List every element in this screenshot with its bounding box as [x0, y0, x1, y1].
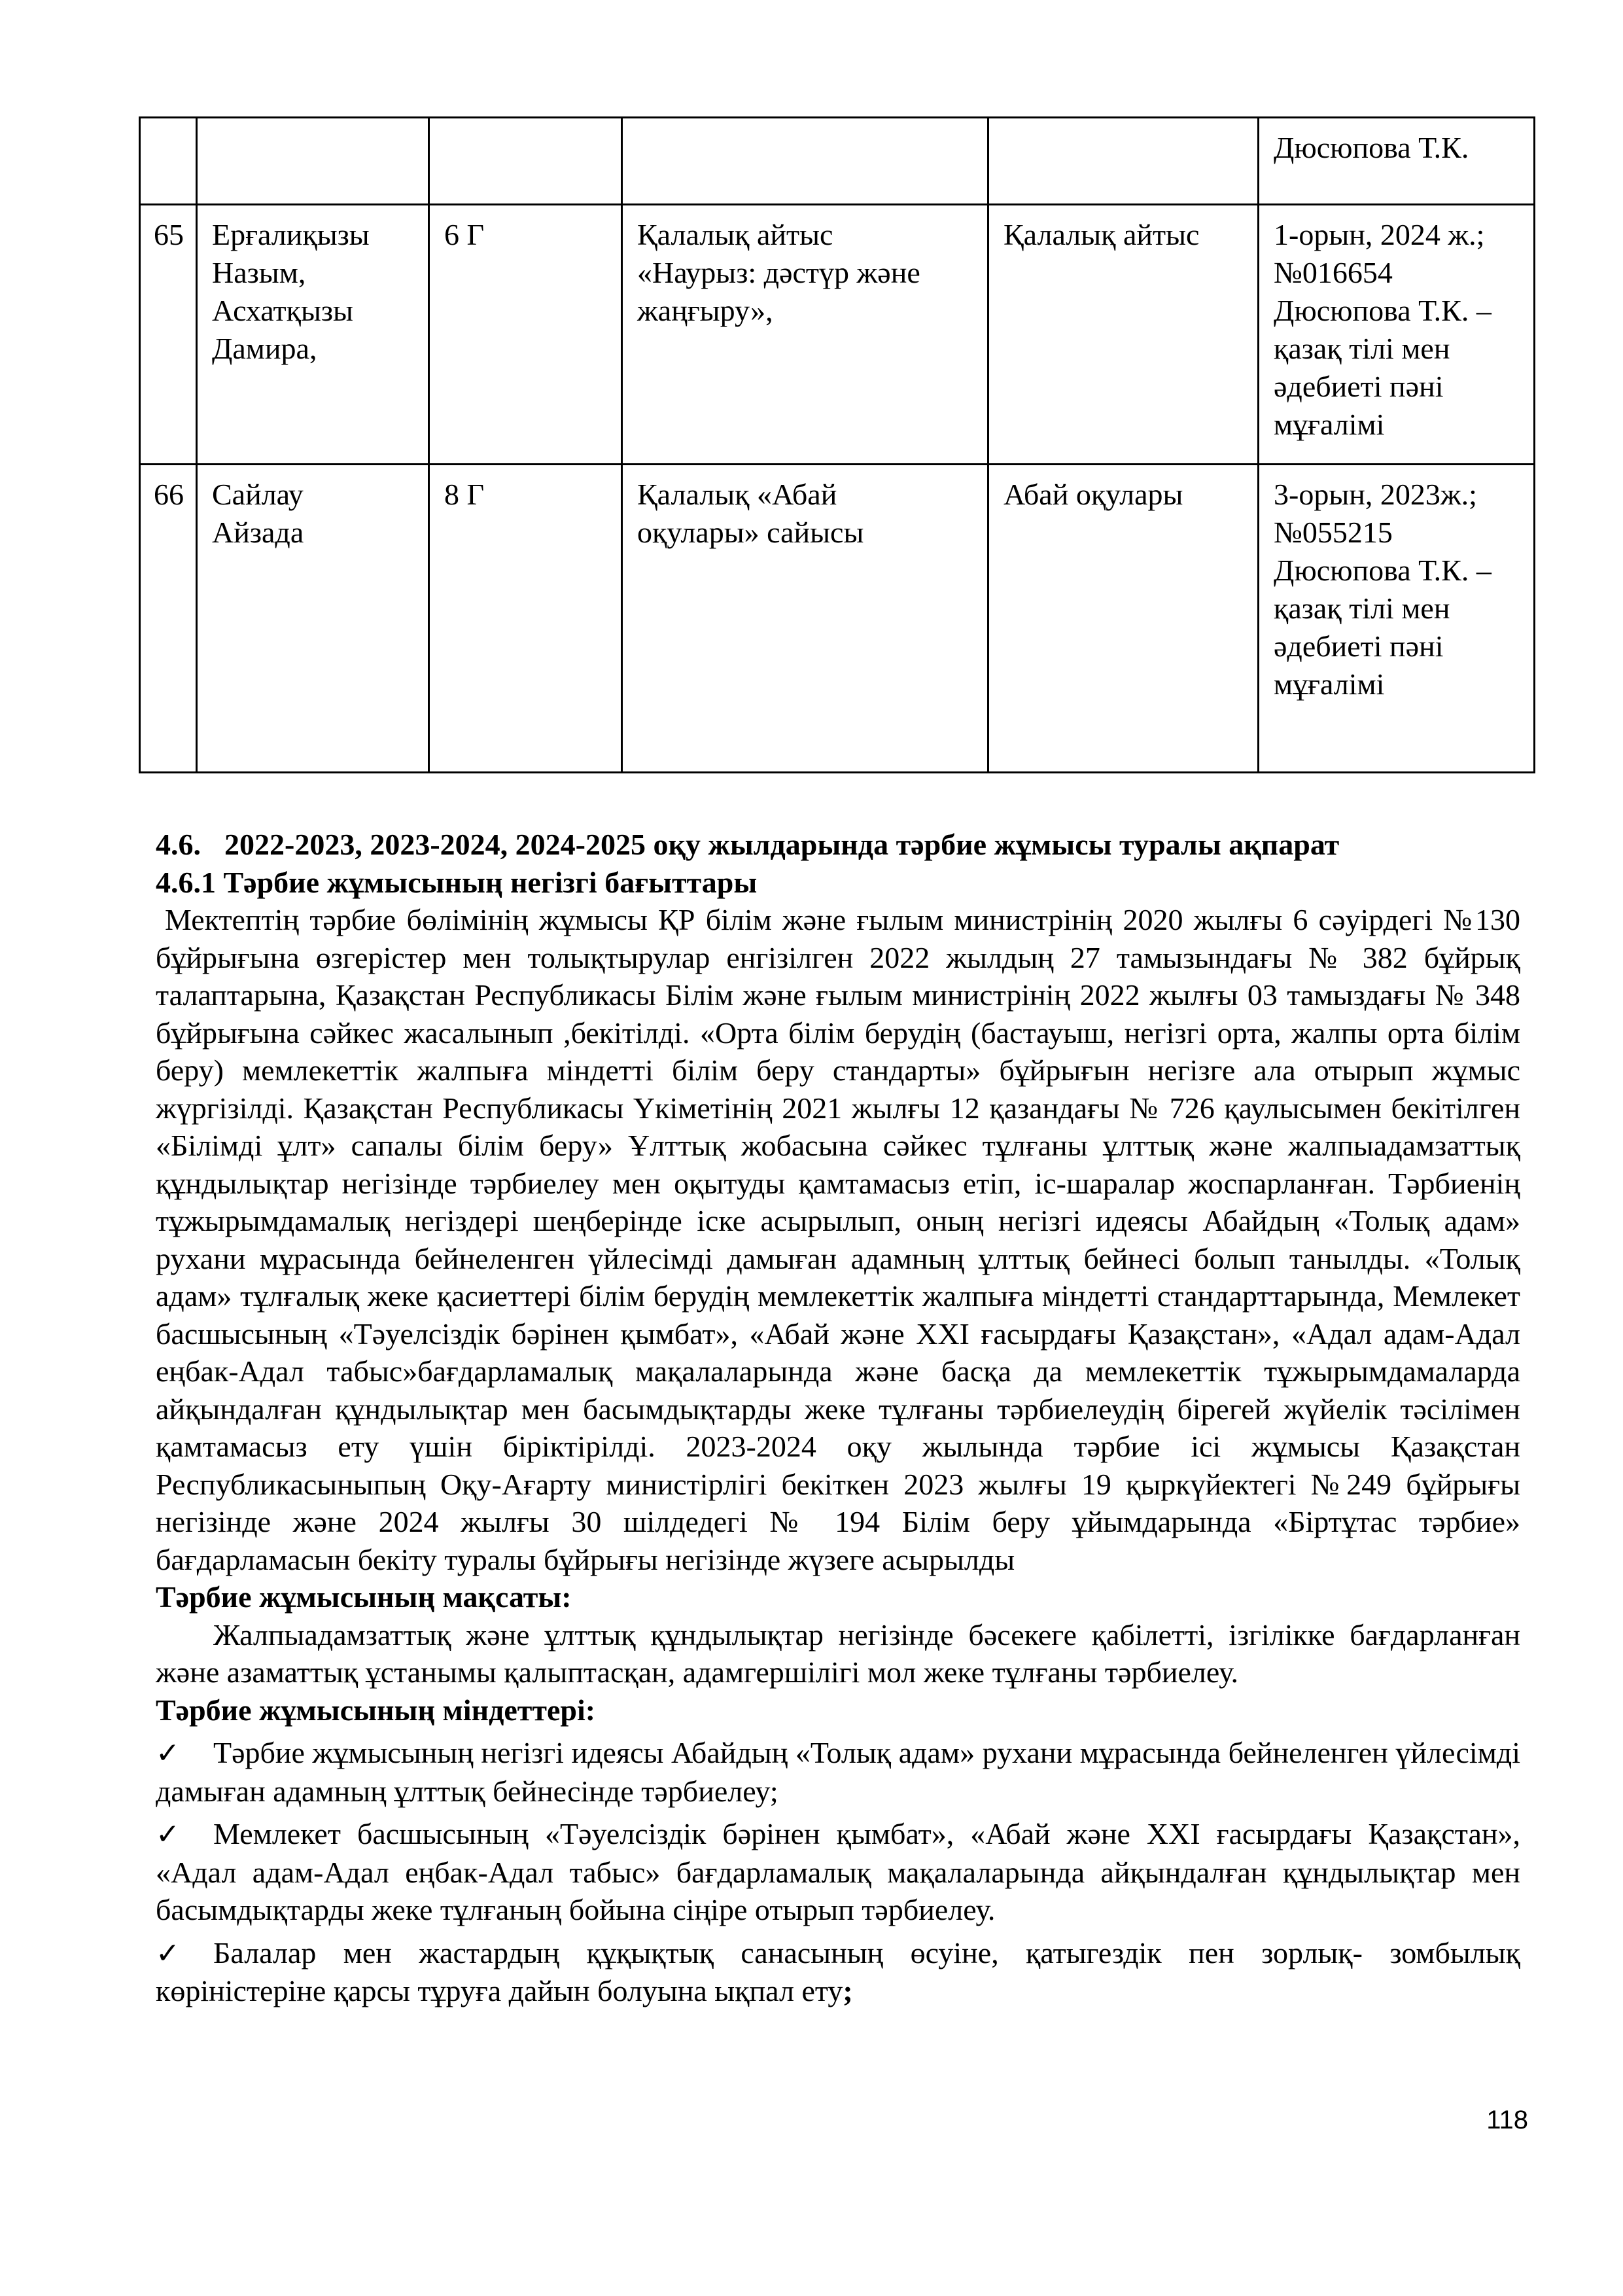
cell-text: оқулары» сайысы	[637, 516, 864, 549]
goal-text: Жалпыадамзаттық және ұлттық құндылықтар негізінде бәсекеге қабілетті, ізгілікке бағдарланған және азаматтық ұстанымы қалыптасқан, адамгершілігі мол жеке тұлғаны тәрбиелеу.	[156, 1617, 1520, 1689]
event-cell	[622, 465, 988, 773]
table-row	[140, 205, 1535, 465]
cell-text: Қалалық «Абай	[637, 478, 837, 511]
cell-text: Қалалық айтыс	[1003, 218, 1200, 251]
nomination-cell	[988, 205, 1259, 465]
cell-text: №016654	[1274, 256, 1393, 289]
cell-text: 8 Г	[444, 478, 485, 511]
section-heading	[156, 826, 1520, 864]
task-text: Тәрбие жұмысының негізгі идеясы Абайдың «Толық адам» рухани мұрасында бейнеленген үйлесімді дамыған адамның ұлттық бейнесінде тәрбиелеу;	[156, 1736, 1520, 1808]
page-number: 118	[1486, 2106, 1528, 2134]
goal-title: Тәрбие жұмысының мақсаты:	[156, 1580, 572, 1614]
cell-text: Назым,	[212, 256, 306, 289]
cell-text: Айзада	[212, 516, 304, 549]
student-name-cell	[197, 118, 429, 205]
cell-text: Сайлау	[212, 478, 304, 511]
cell-text: жаңғыру»,	[637, 294, 773, 327]
student-name-cell	[197, 465, 429, 773]
cell-text: 6 Г	[444, 218, 485, 251]
result-cell	[1259, 205, 1535, 465]
grade-cell	[429, 118, 622, 205]
section-content	[156, 826, 1520, 2010]
checkmark-icon: ✓	[156, 1818, 180, 1851]
event-cell	[622, 205, 988, 465]
cell-text: 66	[154, 478, 184, 511]
result-cell	[1259, 118, 1535, 205]
task-item	[156, 1734, 1520, 1810]
cell-text: 65	[154, 218, 184, 251]
cell-text: Дюсюпова Т.К. –	[1274, 554, 1492, 587]
cell-text: Ерғалиқызы	[212, 218, 370, 251]
checkmark-icon: ✓	[156, 1936, 180, 1970]
cell-text: «Наурыз: дәстүр және	[637, 256, 920, 289]
tasks-list	[156, 1734, 1520, 2010]
cell-text: әдебиеті пәні	[1274, 370, 1444, 403]
student-name-cell	[197, 205, 429, 465]
task-text: Мемлекет басшысының «Тәуелсіздік бәрінен қымбат», «Абай және XXI ғасырдағы Қазақстан», «Адал адам-Адал еңбак-Адал табыс» бағдарламалық мақалаларында айқындалған құндылықтар мен басымдықтарды жеке тұлғаның бойына сіңіре отырып тәрбиелеу.	[156, 1817, 1520, 1926]
subsection-heading: 4.6.1 Тәрбие жұмысының негізгі бағыттары	[156, 865, 758, 899]
awards-table	[139, 116, 1535, 773]
row-number-cell	[140, 205, 197, 465]
cell-text: Дюсюпова Т.К.	[1274, 131, 1469, 164]
checkmark-icon: ✓	[156, 1737, 180, 1770]
task-item	[156, 1815, 1520, 1929]
main-paragraph: Мектептің тәрбие бөлімінің жұмысы ҚР білім және ғылым министрінің 2020 жылғы 6 сәуірдегі №130 бұйрығына өзгерістер мен толықтырулар енгізілген 2022 жылдың 27 тамызындағы № 382 бұйрық талаптарына, Қазақстан Республикасы Білім және ғылым министрінің 2022 жылғы 03 тамыздағы № 348 бұйрығына сәйкес жасалынып ,бекітілді. «Орта білім берудің (бастауыш, негізгі орта, жалпы орта білім беру) мемлекеттік жалпыға міндетті білім беру стандарты» бұйрығын негізге ала отырып жұмыс жүргізілді. Қазақстан Республикасы Үкіметінің 2021 жылғы 12 қазандағы № 726 қаулысымен бекітілген «Білімді ұлт» сапалы білім беру» Ұлттық жобасына сәйкес тұлғаны ұлттық және жалпыадамзаттық құндылықтар негізінде тәрбиелеу мен оқытуды қамтамасыз етіп, іс-шаралар жоспарланған. Тәрбиенің тұжырымдамалық негіздері шеңберінде іске асырылып, оның негізгі идеясы Абайдың «Толық адам» рухани мұрасында бейнеленген үйлесімді дамыған адамның ұлттық бейнесі болып танылды. «Толық адам» тұлғалық жеке қасиеттері білім берудің мемлекеттік жалпыға міндетті стандарттарында, Мемлекет басшысының «Тәуелсіздік бәрінен қымбат», «Абай және XXI ғасырдағы Қазақстан», «Адал адам-Адал еңбак-Адал табыс»бағдарламалық мақалаларында және басқа да мемлекеттік тұжырымдамаларда айқындалған құндылықтар мен басымдықтарды жеке тұлғаны тәрбиелеудің бірегей жүйелік тәсілімен қамтамасыз ету үшін біріктірілді. 2023-2024 оқу жылында тәрбие ісі жұмысы Қазақстан Республикасыныпың Оқу-Ағарту министірлігі бекіткен 2023 жылғы 19 қыркүйектегі №249 бұйрығы негізінде және 2024 жылғы 30 шілдедегі № 194 Білім беру ұйымдарында «Біртұтас тәрбие» бағдарламасын бекіту туралы бұйрығы негізінде жүзеге асырылды	[156, 903, 1520, 1576]
cell-text: қазақ тілі мен	[1274, 592, 1450, 625]
tasks-title: Тәрбие жұмысының міндеттері:	[156, 1693, 596, 1727]
task-item	[156, 1934, 1520, 2010]
table-row	[140, 118, 1535, 205]
cell-text: Дюсюпова Т.К. –	[1274, 294, 1492, 327]
section-number: 4.6.	[156, 828, 201, 861]
nomination-cell	[988, 118, 1259, 205]
event-cell	[622, 118, 988, 205]
cell-text: 3-орын, 2023ж.;	[1274, 478, 1477, 511]
result-cell	[1259, 465, 1535, 773]
cell-text: Қалалық айтыс	[637, 218, 833, 251]
task-text: Балалар мен жастардың құқықтық санасының өсуіне, қатыгездік пен зорлық- зомбылық көріністеріне қарсы тұруға дайын болуына ықпал ету	[156, 1935, 1520, 2007]
nomination-cell	[988, 465, 1259, 773]
section-title: 2022-2023, 2023-2024, 2024-2025 оқу жылдарында тәрбие жұмысы туралы ақпарат	[224, 828, 1340, 861]
cell-text: мұғалімі	[1274, 667, 1385, 701]
table-row	[140, 465, 1535, 773]
cell-text: Дамира,	[212, 332, 317, 365]
cell-text: мұғалімі	[1274, 408, 1385, 441]
cell-text: Асхатқызы	[212, 294, 353, 327]
grade-cell	[429, 205, 622, 465]
cell-text: №055215	[1274, 516, 1393, 549]
row-number-cell	[140, 465, 197, 773]
task-suffix: ;	[843, 1974, 853, 2007]
cell-text: әдебиеті пәні	[1274, 629, 1444, 663]
grade-cell	[429, 465, 622, 773]
cell-text: 1-орын, 2024 ж.;	[1274, 218, 1485, 251]
cell-text: Абай оқулары	[1003, 478, 1183, 511]
row-number-cell	[140, 118, 197, 205]
cell-text: қазақ тілі мен	[1274, 332, 1450, 365]
